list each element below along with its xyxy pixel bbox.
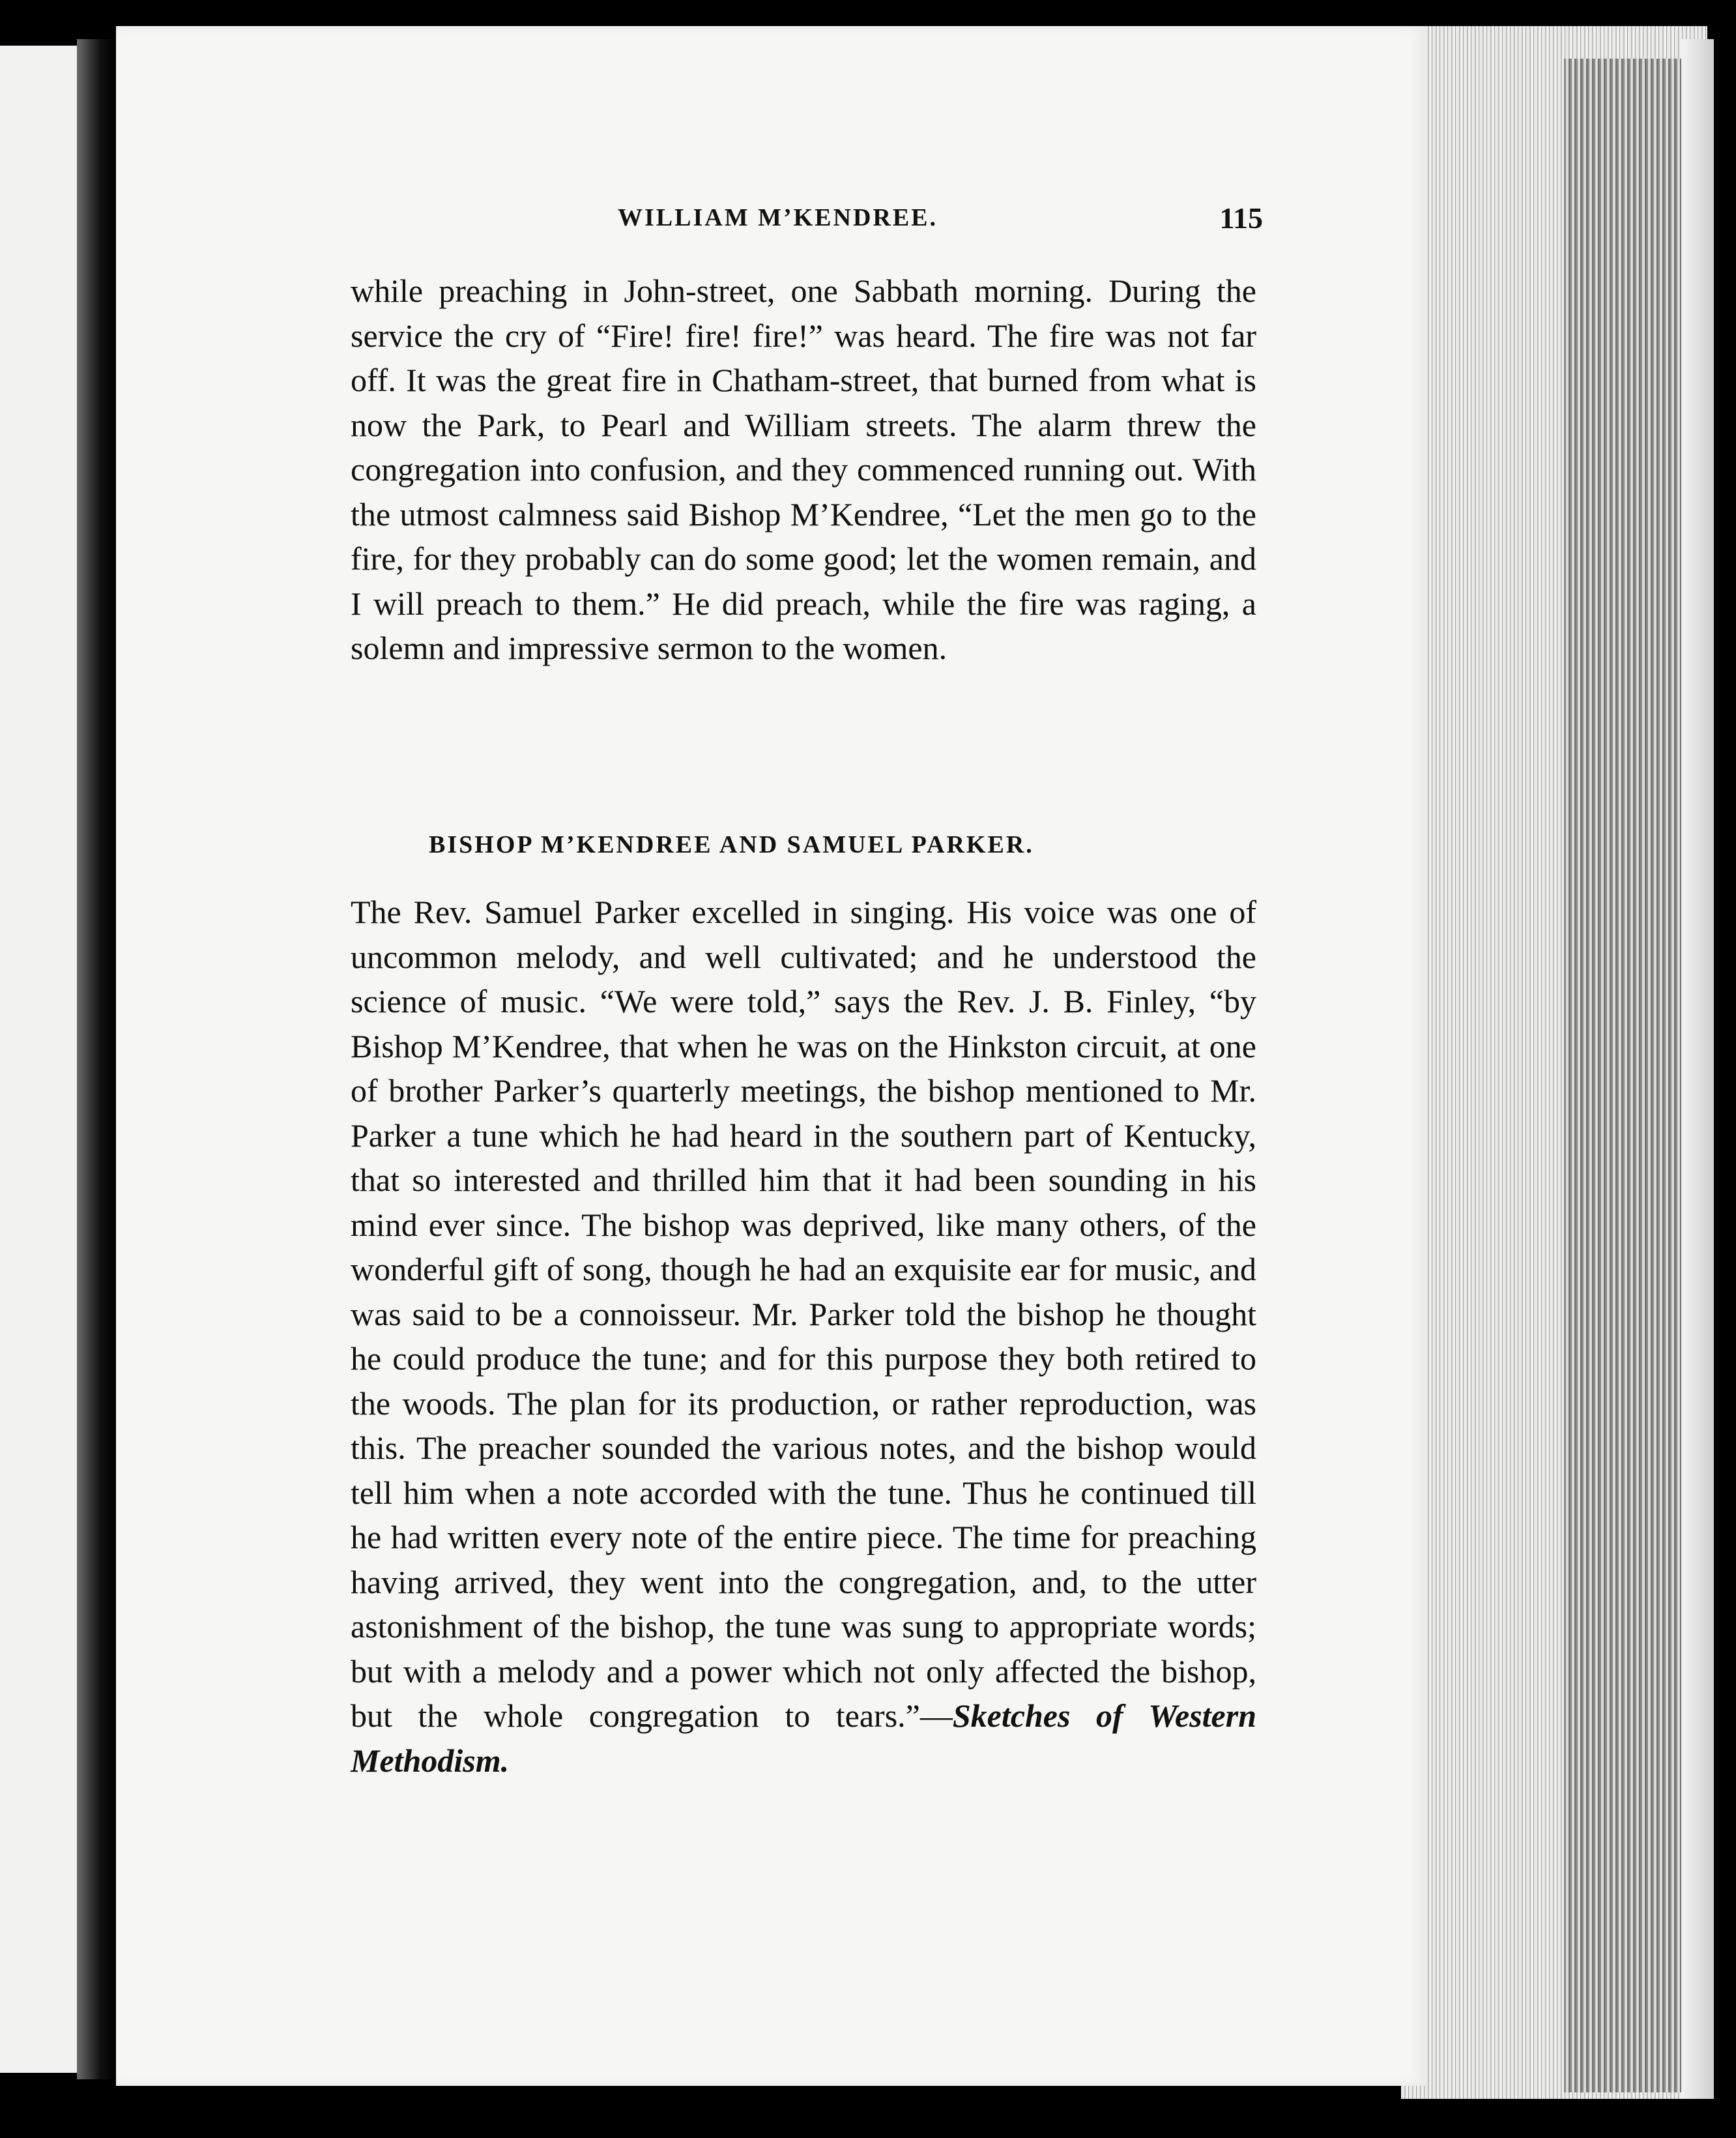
book-binding-edge: [1681, 39, 1714, 2099]
source-attribution: Sketches of Western Methodism.: [351, 1697, 1256, 1779]
page-stack-outer-edges: [1564, 59, 1694, 2092]
running-head: [351, 203, 1263, 242]
paragraph-parker-singing: [351, 890, 1256, 1783]
paragraph-parker-text: The Rev. Samuel Parker excelled in singing. His voice was one of uncommon melody, and well cultivated; and he understood the science of music. “We were told,” says the Rev. J. B. Finley, “by Bishop M’Kendree, that when he was on the Hinkston circuit, at one of brother Parker’s quarterly meetings, the bishop mentioned to Mr. Parker a tune which he had heard in the southern part of Kentucky, that so interested and thrilled him that it had been sounding in his mind ever since. The bishop was deprived, like many others, of the wonderful gift of song, though he had an exquisite ear for music, and was said to be a connoisseur. Mr. Parker told the bishop he thought he could produce the tune; and for this purpose they both retired to the woods. The plan for its production, or rather reproduction, was this. The preacher sounded the various notes, and the bishop would tell him when a note accorded with the tune. Thus he continued till he had written every note of the entire piece. The time for preaching having arrived, they went into the congregation, and, to the utter astonishment of the bishop, the tune was sung to appropriate words; but with a melody and a power which not only affected the bishop, but the whole congregation to tears.”—: [351, 894, 1256, 1734]
running-title: WILLIAM M’KENDREE.: [618, 204, 938, 231]
paragraph-fire-sermon: while preaching in John-street, one Sabbath morning. During the service the cry of “Fire! fire! fire!” was heard. The fire was not far off. It was the great fire in Chatham-street, that burned from what is now the Park, to Pearl and William streets. The alarm threw the congregation into confusion, and they commenced running out. With the utmost calmness said Bishop M’Kendree, “Let the men go to the fire, for they probably can do some good; let the women remain, and I will preach to them.” He did preach, while the fire was raging, a solemn and impressive sermon to the women.: [351, 272, 1256, 666]
gutter-shadow: [77, 39, 116, 2079]
section-heading: BISHOP M’KENDREE AND SAMUEL PARKER.: [429, 831, 1034, 858]
page-number: 115: [1219, 201, 1263, 235]
book-page: [116, 26, 1426, 2086]
